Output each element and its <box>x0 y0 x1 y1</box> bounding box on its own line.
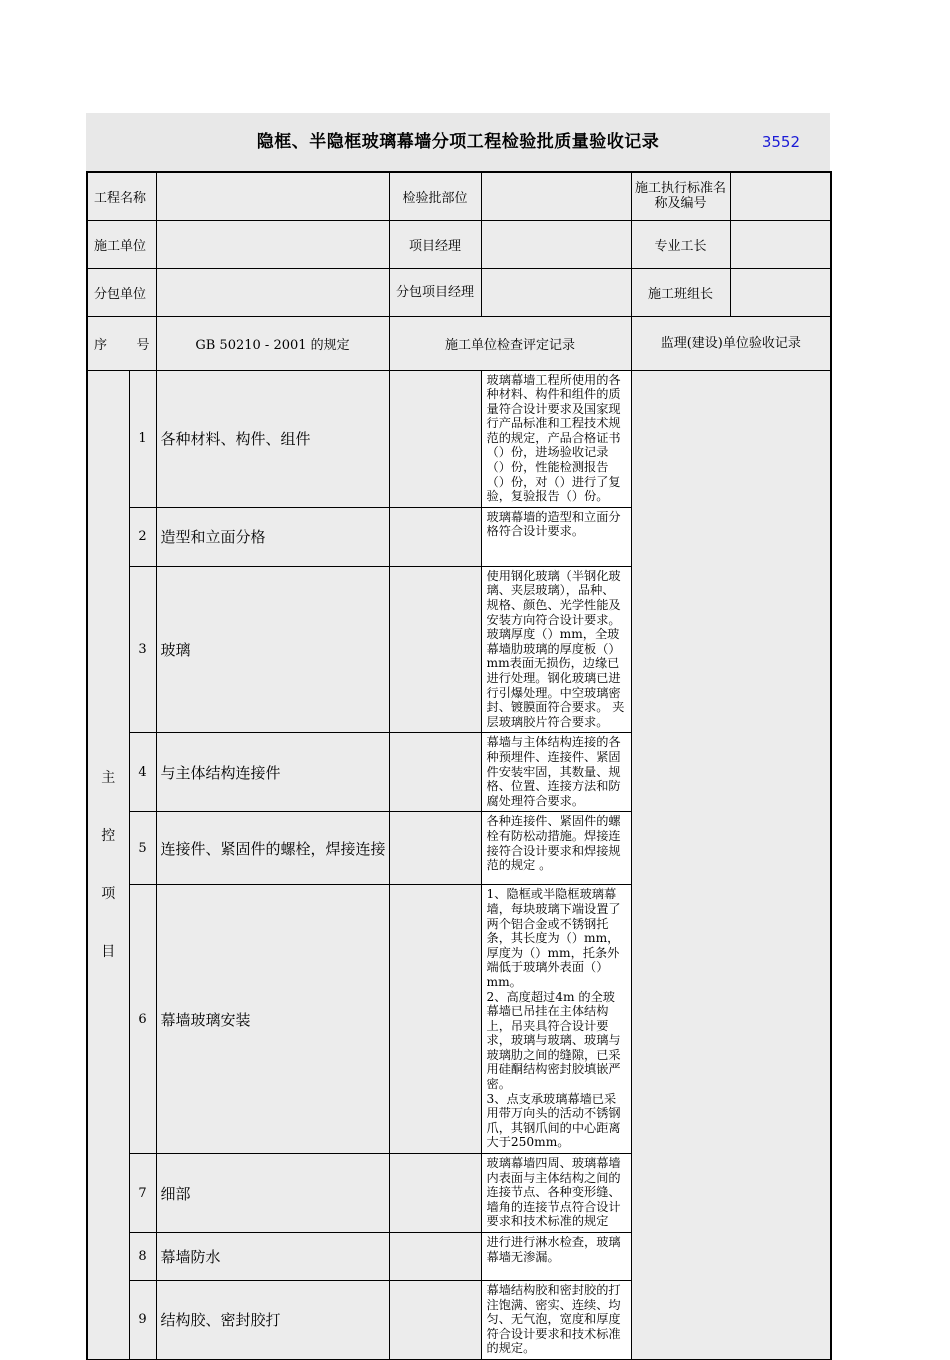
form-table <box>86 171 832 1360</box>
item-record: 使用钢化玻璃（半钢化玻璃、夹层玻璃），品种、规格、颜色、光学性能及安装方向符合设计要求。 玻璃厚度（）mm，全玻幕墙肋玻璃的厚度板（）mm表面无损伤，边缘已进行处理。钢化玻璃已进行引爆处理。中空玻璃密封、镀膜面符合要求。 夹层玻璃胶片符合要求。 <box>481 566 631 733</box>
header-row-project <box>87 172 831 220</box>
section-char: 主 <box>101 769 116 786</box>
item-name: 细部 <box>156 1154 389 1233</box>
team-leader-label: 施工班组长 <box>631 268 730 316</box>
standard-field[interactable] <box>730 172 831 220</box>
subcontract-manager-field[interactable] <box>481 268 631 316</box>
inspection-part-field[interactable] <box>481 172 631 220</box>
item-record: 玻璃幕墙工程所使用的各种材料、构件和组件的质量符合设计要求及国家现行产品标准和工程技术规范的规定，产品合格证书（）份，进场验收记录（）份，性能检测报告（）份，对（）进行了复验，复验报告（）份。 <box>481 370 631 507</box>
item-name: 幕墙玻璃安装 <box>156 885 389 1154</box>
item-record: 各种连接件、紧固件的螺栓有防松动措施。焊接连接符合设计要求和焊接规范的规定 。 <box>481 812 631 885</box>
item-record: 1、隐框或半隐框玻璃幕墙，每块玻璃下端设置了两个铝合金或不锈钢托条，其长度为（）mm，厚度为（）mm，托条外端低于玻璃外表面（）mm。 2、高度超过4m 的全玻幕墙已吊挂在主体结构上，吊夹具符合设计要求，玻璃与玻璃、玻璃与玻璃肋之间的缝隙，已采用硅酮结构密封胶填嵌严密。 3、点支承玻璃幕墙已采用带万向头的活动不锈钢爪，其钢爪间的中心距离大于250mm。 <box>481 885 631 1154</box>
item-spec-field[interactable] <box>389 885 481 1154</box>
item-record: 幕墙结构胶和密封胶的打注饱满、密实、连续、均匀、无气泡，宽度和厚度符合设计要求和技术标准的规定。 <box>481 1281 631 1360</box>
item-spec-field[interactable] <box>389 733 481 812</box>
item-number: 7 <box>129 1154 156 1233</box>
section-char: 控 <box>101 827 116 844</box>
item-record: 玻璃幕墙的造型和立面分格符合设计要求。 <box>481 507 631 566</box>
seq-header <box>87 316 156 370</box>
inspection-part-label: 检验批部位 <box>389 172 481 220</box>
subcontract-unit-label: 分包单位 <box>87 268 156 316</box>
team-leader-field[interactable] <box>730 268 831 316</box>
supervision-header: 监理(建设)单位验收记录 <box>631 316 831 370</box>
item-record: 幕墙与主体结构连接的各种预埋件、连接件、紧固件安装牢固，其数量、规格、位置、连接方法和防腐处理符合要求。 <box>481 733 631 812</box>
item-number: 5 <box>129 812 156 885</box>
item-name: 造型和立面分格 <box>156 507 389 566</box>
item-name: 与主体结构连接件 <box>156 733 389 812</box>
inspection-sheet <box>86 113 830 1360</box>
project-manager-field[interactable] <box>481 220 631 268</box>
supervision-record-field[interactable] <box>631 370 831 1359</box>
construction-unit-label: 施工单位 <box>87 220 156 268</box>
item-number: 4 <box>129 733 156 812</box>
item-number: 3 <box>129 566 156 733</box>
project-name-label: 工程名称 <box>87 172 156 220</box>
foreman-label: 专业工长 <box>631 220 730 268</box>
item-spec-field[interactable] <box>389 812 481 885</box>
header-row-construction <box>87 220 831 268</box>
column-header-row <box>87 316 831 370</box>
item-spec-field[interactable] <box>389 1233 481 1281</box>
item-record: 进行进行淋水检查，玻璃幕墙无渗漏。 <box>481 1233 631 1281</box>
title-band <box>86 113 830 171</box>
item-name: 结构胶、密封胶打 <box>156 1281 389 1360</box>
header-row-subcontract <box>87 268 831 316</box>
foreman-field[interactable] <box>730 220 831 268</box>
section-char: 目 <box>101 943 116 960</box>
item-number: 2 <box>129 507 156 566</box>
section-char: 项 <box>101 885 116 902</box>
item-name: 各种材料、构件、组件 <box>156 370 389 507</box>
seq-header-a: 序 <box>94 337 108 353</box>
seq-header-b: 号 <box>136 337 150 353</box>
page-title: 隐框、半隐框玻璃幕墙分项工程检验批质量验收记录 <box>256 132 660 152</box>
table-row <box>87 370 831 507</box>
item-name: 玻璃 <box>156 566 389 733</box>
project-name-field[interactable] <box>156 172 389 220</box>
item-spec-field[interactable] <box>389 1281 481 1360</box>
subcontract-manager-label: 分包项目经理 <box>389 268 481 316</box>
construction-unit-field[interactable] <box>156 220 389 268</box>
item-number: 8 <box>129 1233 156 1281</box>
item-number: 9 <box>129 1281 156 1360</box>
item-spec-field[interactable] <box>389 507 481 566</box>
item-number: 6 <box>129 885 156 1154</box>
subcontract-unit-field[interactable] <box>156 268 389 316</box>
form-code: 3552 <box>761 133 800 151</box>
item-name: 连接件、紧固件的螺栓，焊接连接 <box>156 812 389 885</box>
project-manager-label: 项目经理 <box>389 220 481 268</box>
standard-label: 施工执行标准名称及编号 <box>631 172 730 220</box>
item-record: 玻璃幕墙四周、玻璃幕墙内表面与主体结构之间的连接节点、各种变形缝、墙角的连接节点符合设计要求和技术标准的规定 <box>481 1154 631 1233</box>
check-record-header: 施工单位检查评定记录 <box>389 316 631 370</box>
item-number: 1 <box>129 370 156 507</box>
section-main-control <box>87 370 129 1359</box>
item-spec-field[interactable] <box>389 370 481 507</box>
item-spec-field[interactable] <box>389 1154 481 1233</box>
spec-header: GB 50210 - 2001 的规定 <box>156 316 389 370</box>
item-spec-field[interactable] <box>389 566 481 733</box>
item-name: 幕墙防水 <box>156 1233 389 1281</box>
